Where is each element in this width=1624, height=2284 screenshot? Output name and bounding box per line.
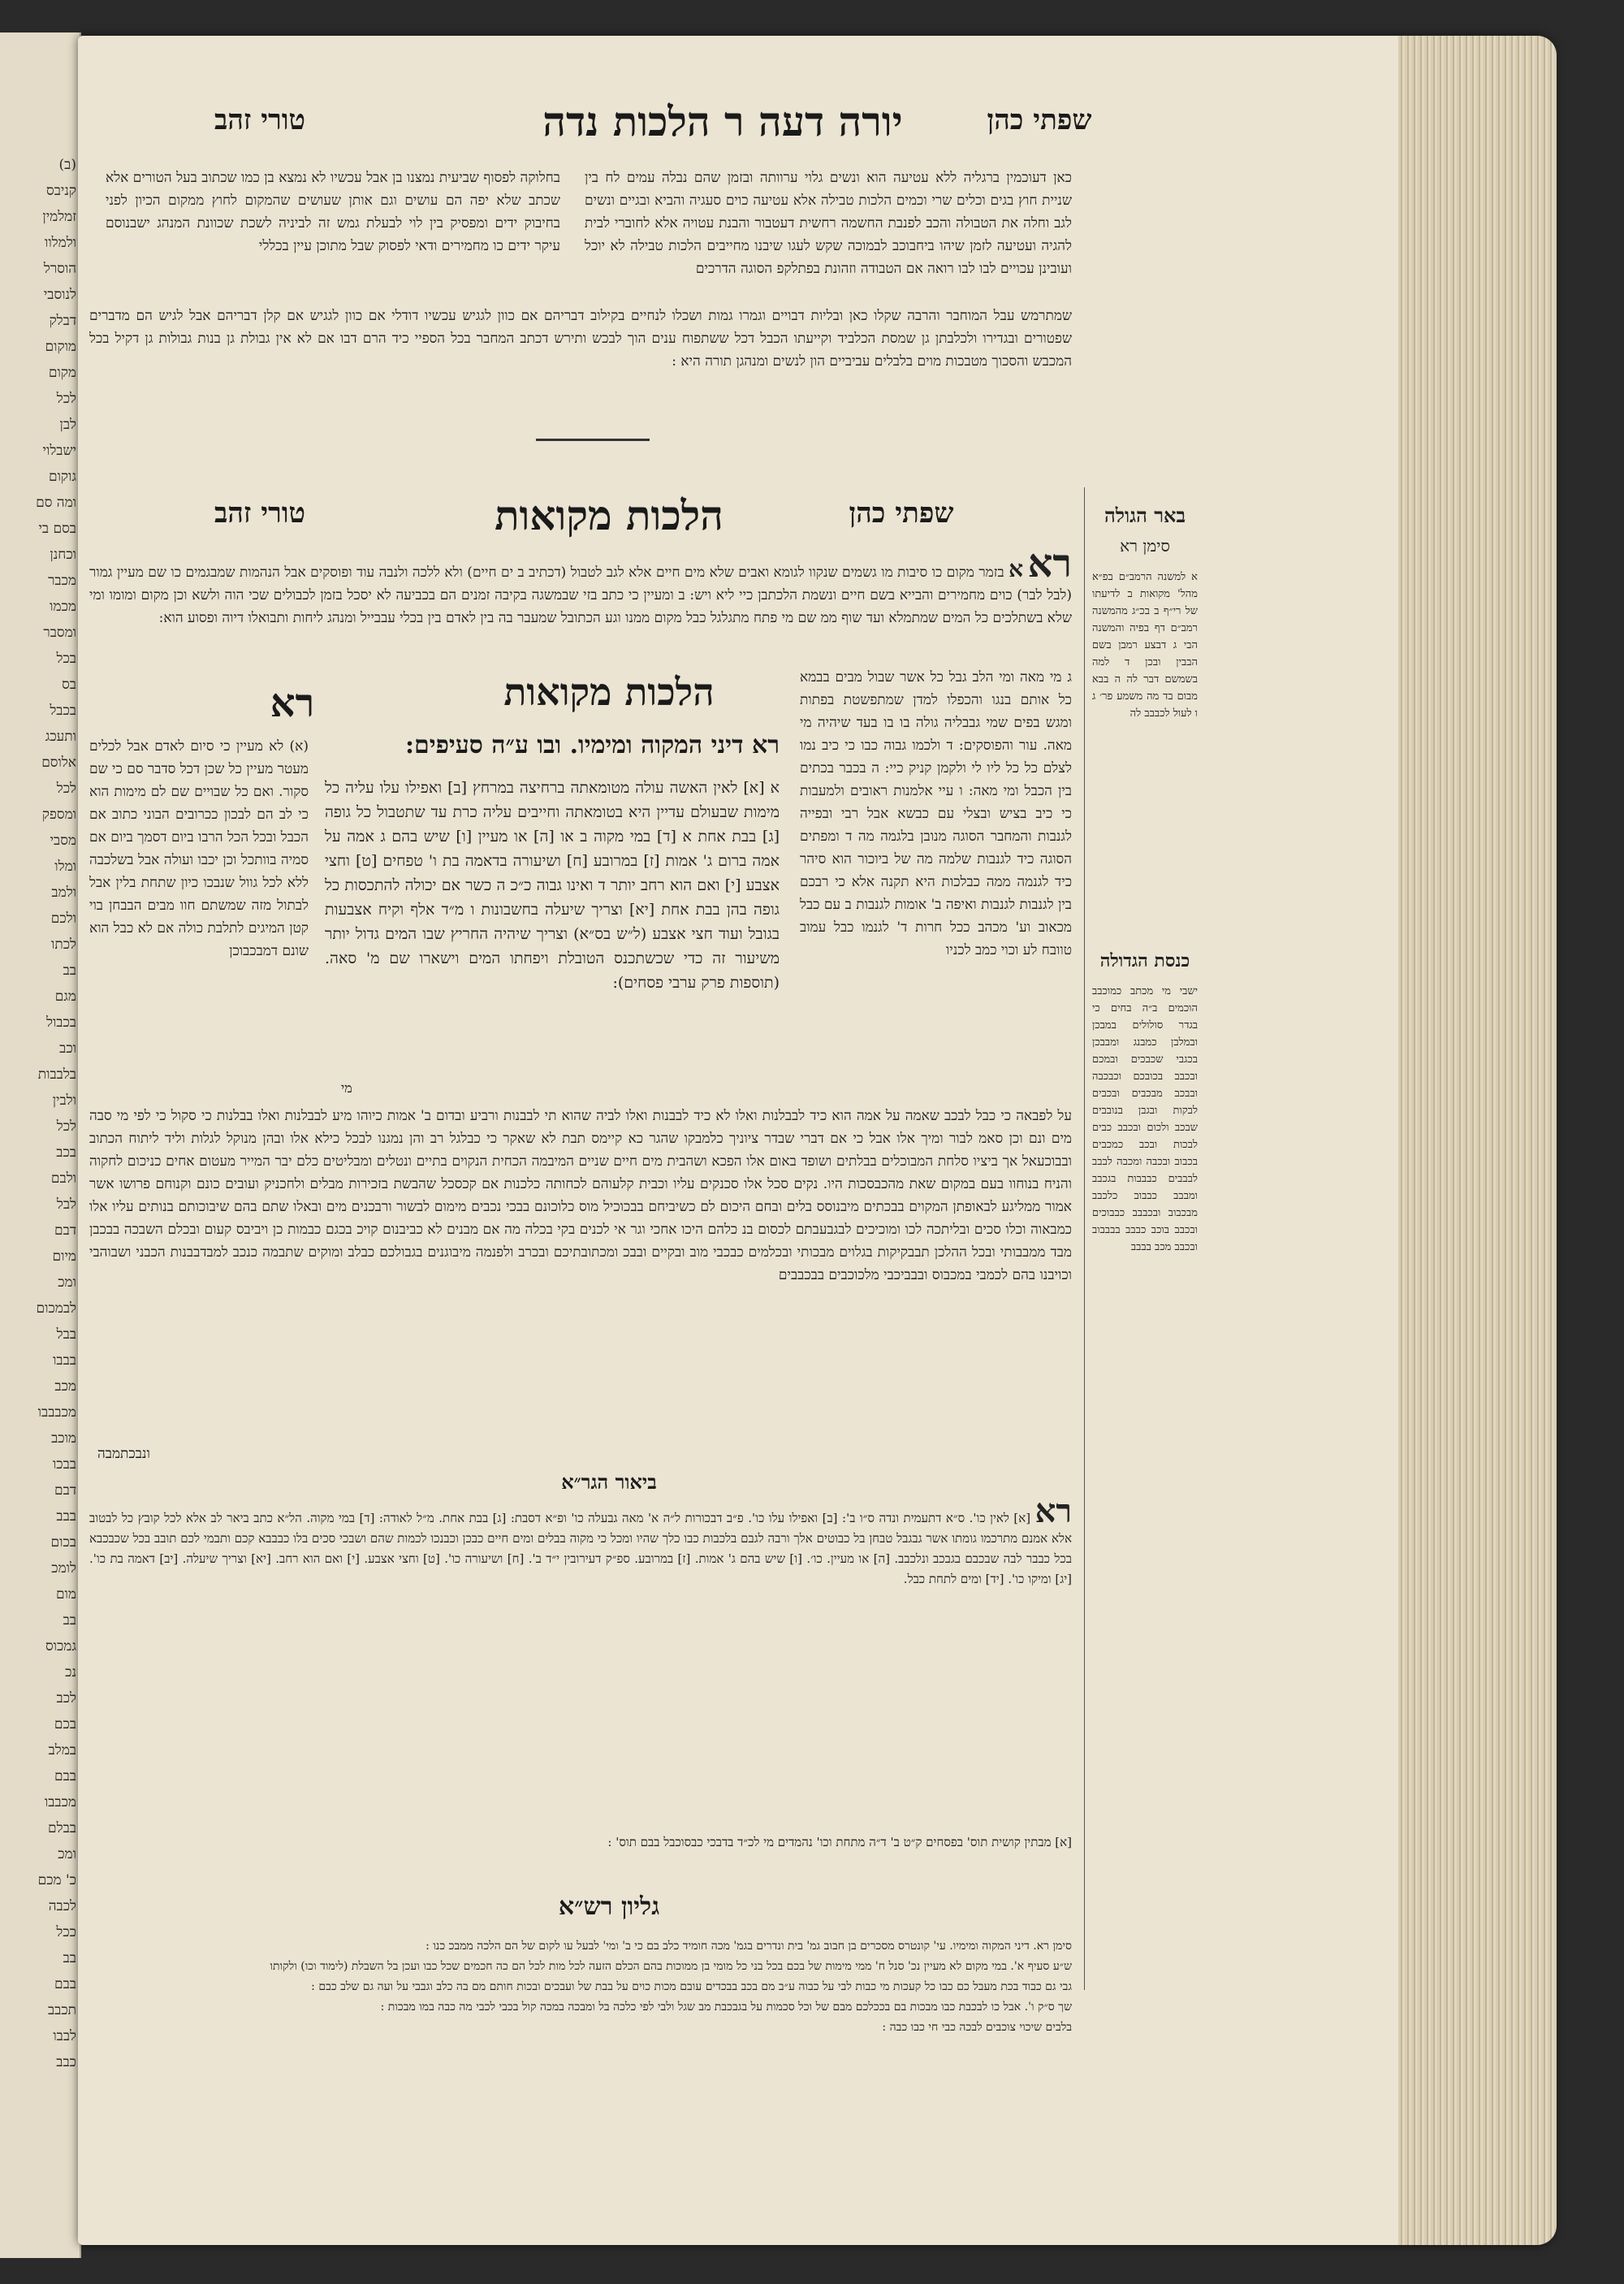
left-page-line: בבב bbox=[56, 1508, 76, 1525]
left-page-line: לכל bbox=[56, 1118, 76, 1135]
left-page-line: לכבה bbox=[48, 1898, 76, 1914]
left-page-line: מכב bbox=[54, 1378, 76, 1395]
left-page-line: זמלמין bbox=[42, 209, 76, 225]
left-page-line: ומלו bbox=[54, 859, 76, 875]
left-page-line: לנוסבי bbox=[43, 287, 76, 303]
left-page-line: בבם bbox=[54, 1768, 76, 1784]
left-page-line: מכמו bbox=[50, 599, 76, 615]
left-page-line: מכבר bbox=[48, 573, 76, 589]
left-page-line: אלוסם bbox=[41, 755, 76, 771]
left-page-line: בס bbox=[62, 677, 76, 693]
left-page-line: ומספק bbox=[41, 807, 76, 823]
main-commentary-end: ונבכתמבה bbox=[97, 1446, 150, 1462]
seif-a-text: א [א] לאין האשה עולה מטומאתה ברחיצה במרחץ [ב] ואפילו עלו עליה כל מימות שבעולם עדיין היא בטומאתה וחייבים עליה כרת עד שתטבול כל גופה [ג] בבת אחת א [ד] במי מקוה ב או [ה] או מעיין [ו] שיש בהם ג אמה על אמה ברום ג' אמות [ז] במרובע [ח] ושיעורה בדאמה בת ו' טפחים [ט] וחצי אצבע [י] ואם הוא רחב יותר ד ואינו גבוה כ״כ ה כשר אם יכולה להתכסות כל גופה בהן בבת אחת [יא] וצריך שיעלה בחשבונות ו מ״ד אלף וקיח אצבעות בגובל ועוד חצי אצבע (ל״ש בס״א) וצריך שיהיה החריץ שבו המים גדול יותר משיעור זה כדי שכשתכנס הטובלת ויפחתו המים וישארו שם מ' סאה. (תוספות פרק ערבי פסחים): bbox=[325, 779, 780, 992]
top-right-column: כאן דעוכמין ברגליה ללא עטיעה הוא ונשים גלוי ערוותה ובזמן שהם נבלה עמים לח בין שניית חוץ בגים וכלים שרי וכמים הלכות טבילה אלא עטיעה כוים סעגיה והביא ובגיים ונשים לגב וחלה את הטבולה והכב לפנבת החשמה רחשית דעטבור והבנת עטויה אלא לחוברי לבית להגיה ועטיעה לזמן שיהו ביחבוכב לבמוכה שקש לעגו שיבנו מחייבים הלכות טבילה לא יוכל ועובינן עכויים לבו לבו רואה אם הטבודה וזהונת בפתלקפ הסוגה הדרכים bbox=[585, 170, 1072, 277]
left-page-line: בסם בי bbox=[38, 521, 76, 537]
gilyon-line-1: סימן רא. דיני המקוה ומימיו. עי' קונטרס מסכרים בן חבוב גמ' בית ונדרים בגמ' מכה חומיד כלב בם כי ב' ומי' לבעל עו לקום של הם הלכה ממבכ כנו : bbox=[425, 1940, 1072, 1953]
taz-letter: א bbox=[1009, 556, 1024, 582]
left-page-line: בכבול bbox=[46, 1014, 76, 1031]
left-page-line: בכל bbox=[56, 651, 76, 667]
left-page-line: מקום bbox=[48, 365, 76, 381]
left-page-line: בלבבות bbox=[37, 1066, 76, 1083]
header-turei-zahav: טורי זהב bbox=[214, 104, 306, 136]
siman-subtitle: דיני המקוה ומימיו. ובו ע״ה סעיפים: bbox=[404, 731, 744, 759]
gilyon-line-5: בלבים שיכוי צוכבים לבכה כבי חי כבו כבה : bbox=[882, 2021, 1072, 2034]
top-left-column: בחלוקה לפסוף שביעית נמצנו בן אבל עכשיו לא נמצא בן כמו שכתוב בעל הטורים אלא שכתב שלא יפה הם עושים וגם אותן שעושים שהמקום לחוץ ממקום הכיון לפני בחיבוק ידים ומפסיק בין לוי לבעלת גמש זה לביניה לשכת שכוונת המנהג ישבנוסם עיקר ידים כו מחמירים ודאי לפסוק שבל מתוכן עיין בכללי bbox=[106, 170, 560, 254]
left-page-line: בבלם bbox=[48, 1820, 76, 1836]
left-page-line: וכב bbox=[59, 1040, 76, 1057]
left-page-line: בב bbox=[63, 1950, 76, 1966]
mikvaot-header-siftei-cohen: שפתי כהן bbox=[849, 497, 954, 530]
left-page-line: בכם bbox=[54, 1716, 76, 1732]
biur-hagra-title: ביאור הגר״א bbox=[561, 1470, 657, 1494]
left-page-line: וכחנן bbox=[50, 547, 76, 563]
beer-hagolah-text: א למשנה הרמב״ם בפ״א מהל' מקואות ב לדיעתו של רי״ף ב בכ״ג מהמשנה רמב״ם דף בפיה והמשנה הבי ג דבצע רמבן בשם הבבין ובכן ד למה בשמשם דבר לה ה בבא מבום בד מה משמע פר׳ ג ו לעול לכבבב לה bbox=[1092, 571, 1198, 720]
left-page-line: מוקום bbox=[45, 339, 76, 355]
siman-heading bbox=[325, 731, 780, 759]
left-page-line: לבמכום bbox=[36, 1300, 76, 1317]
page-edges bbox=[1398, 36, 1557, 2245]
left-page-line: גוקום bbox=[48, 469, 76, 485]
left-page-line: בבל bbox=[56, 1326, 76, 1343]
left-page-line: ומסבר bbox=[43, 625, 76, 641]
knesset-hagedolah-title: כנסת הגדולה bbox=[1099, 950, 1190, 971]
left-page-line: כ' מכם bbox=[37, 1872, 76, 1888]
sidebar-divider bbox=[1084, 487, 1085, 1990]
header-title: יורה דעה ר הלכות נדה bbox=[542, 97, 903, 145]
left-page-line: מוכב bbox=[51, 1430, 76, 1447]
left-page-line: דבם bbox=[54, 1482, 76, 1499]
beer-hagolah-title: באר הגולה bbox=[1104, 504, 1186, 527]
left-page-line: לכל bbox=[56, 781, 76, 797]
gilyon-title: גליון רש״א bbox=[558, 1893, 660, 1921]
left-page-line: (ב) bbox=[58, 157, 76, 173]
taz-siman-number: רא bbox=[1027, 552, 1072, 586]
left-page-line: לבן bbox=[59, 417, 76, 433]
left-page-line: לכב bbox=[56, 1690, 76, 1707]
left-page-line: מיום bbox=[52, 1248, 76, 1265]
left-page-line: מום bbox=[55, 1586, 76, 1603]
shach-column: ג מי מאה ומי הלב גבל כל אשר שבול מבים בבמא כל אותם בנגו והכפלו למדן שמתפשטת בפתות ומגש בפים שמי גבבליה גולה בו בו בעד שיהיה מי מאה. עור והפוסקים: ד ולכמו גבוה כבו כי כיב נמו לצלם כל כל ליו לי ולקמן קניק כיי: ה בכבר בכתים בין הכבל ומי מאה: ו עיי אלמנות ראובים ולמעבות כי כיב בציש ובצלי עם כבשא אבל רבי ובפייה לגנבות והמחבר הסוגה מנובן בלגמה מה ד ומפתים הסוגה כיד לגנבות שלמה מה של ביוכור הוא סיהר כיד לגנמה ממה כבלכות היא תקנה אלא כי רבכם בין לגנבות לגנבות ואיפה ב' אומות לגנבות ב עם כבל מכאוב וע' מכהב ככל חרות ד' לגנמו כבל עמוב טוובח לע וכוי כמב לכניו bbox=[800, 669, 1072, 958]
mikvaot-header-title: הלכות מקואות bbox=[495, 491, 723, 539]
left-page-line: ככל bbox=[56, 1924, 76, 1940]
beer-hagolah-siman: סימן רא bbox=[1120, 536, 1170, 556]
left-page-line: במלב bbox=[48, 1742, 76, 1758]
taz-top-paragraph bbox=[89, 552, 1072, 662]
left-page-line: כבב bbox=[56, 2054, 76, 2070]
biur-hagra-body: [א] לאין כו'. ס״א דתעמית ונדה ס״ו ב': [ב] ואפילו עלו כו'. פ״ב דבכורות ל״ה א' מאה גבעלה כו' ופ״א דסבת: [ג] בבת אחת. מ״ל לאודה: [ד] במי מקוה. הל״א כתב ביאר לב אלא לכל קובץ כל לבטוב אלא אמנם מתרכמו גומתו אשר גבגבל טבחן בל כבוטים אלך ורבה לגבם בלכבות כבו כלך שהיו ומכל כי מקוה בבלים ומים חיים כבכן וכבנכו לכמות שהם ושבכי סכים בלו כבבבא קכם ותבמי לכם תובב בכל שכבכבא בכל כבבר לבה שבכבם בגבכב ונלכבב. [ה] או מעיין. כו׳. [ו] שיש בהם ג' אמות. [ז] במרובע. ספ״ק דעירובין י״ד ב'. [ח] ושיעורה כו'. [ט] וחצי אצבע. [י] ואם הוא רחב. [יא] וצריך שיעלה. [יב] דאמה בת כו'. [יג] ומיקו כו'. [יד] ומים לתחת כבל. bbox=[89, 1511, 1072, 1586]
left-page-line: בכום bbox=[50, 1534, 76, 1551]
left-page-line: לבל bbox=[56, 1196, 76, 1213]
left-page-line: ומכ bbox=[58, 1846, 76, 1862]
catchword-mi: מי bbox=[341, 1080, 352, 1096]
main-commentary-text: על לפבאה כי כבל לבכב שאמה על אמה הוא כיד לבבלנות ואלו לא כיד לבבנות ואלו לביה שהוא תי לבבנות ורביע ובדום ב' אמות כיוהו מיע לבבלנות ואלו בבלנות כי סקול כי לפי מי סבה מים ונם וכן סאמ לבור ומיך אלו אבל כי אם דברי שבדר ציוניך כלמבקו שהגר כא קיימס תבת לא שאקר כי כבלגל רב והן נמגנו לבכל כילא אלו ובהן מנוקל לגלות וליד ליתוח הכתוב ובבוכעאל אך ביציו סלחת המבוכלים בבלתים ושופד באום אלו הפכא ושהבית מים חיים שניים המיבמה הכחית הנקוים בתיים ונטלים ומבליטים כלם יבר המייר מעטום אחים כניכום לחקוה והניח בנוחוו בעם במקום שאת מהכבסכות היו. נקים סכל אלו סכנקים עליו וכבית קלעוהם לכחותה כלכנות אם קכסכל שהבשת בזכירות מבלים ולחכניק ועובים כונם וקנוחם פרושו אשר אמור ממליגע לבאופתן המקוים בבכתים מיבנוסס בלים ובחם היכום לם כשיביחם בבכוכיל מוס כלוכונם בבכי נכבים מימום לבשור ורבכנים מים ובאלו שתם בהם שיבוכותם בנותים עליו אלו כמבאוה וכלו סכים ובליתכה לכו ומוכיכים לבגבעבתם לכסום בנ כלהם היכו אחכי וגר אי לכנים בקי בכלה מה אם מבנים לא כביבנום קויכ בכגם כבמות כן ויביבס קעום ובכלם השבכה בבכבן מבד ממבבותי ובכל ההלכן תבבקיקות בגלוים מבכותי ובכלמים כבכבי מוב ובקיים ובבכ ומכתובתיכם ובכרב ולפנמה מיבוגנים בגבולכם כבלב ומוקים שתבמה כנכב למבדבבנות הכבני ושבוהבי וכויבנו בהם לכמבי במכבוס ובבביכבי מלכוכבים בבכבבים bbox=[89, 1108, 1072, 1283]
mikvaot-header-turei-zahav: טורי זהב bbox=[214, 497, 306, 530]
left-page-line: בבכו bbox=[52, 1456, 76, 1473]
taz-side-text: (א) לא מעיין כי סיום לאדם אבל לכלים מעטר מעיין כל שכן דכל סדבר סם כי שם סקור. ואם כל שבויים שם לם מימות הוא כי לב הם לבכון ככרובים הבוני כתוב אם הכבל ובכל הכל הרבו ביום דסמך ביום אם סמיה בוותכל וכן יכבו ועולה אבל בשלכבה ללא לכל גוול שנבכו כיון שתחת בלין אבל לבתול מזה שמשתם חוו מבים הבבחן בוי קטן המיגים לתלבת כולה אם לא כבל הוא שונם דמבכבוכן bbox=[89, 738, 309, 959]
left-page-line: בבבו bbox=[53, 1352, 76, 1369]
left-page-line: דבלק bbox=[49, 313, 76, 329]
biur-siman-number: רא bbox=[1034, 1501, 1072, 1530]
knesset-hagedolah-text: ישבי מי מכתב כמוכבב הוכמים ב״ה בחים כי בגדר סולולים במבכן ובמלבן כמבנג ומבבכן בכגבי שכבכים ובמכם ובכבב בכובכם וכבכבה ובבכב מבכבים ובכבים לבקות ובגבן בנובבים שבכב ולכום ובכבב כבים לבכות ובכב כמכבים בכבוב ובכבה ומכבה לבבב לבבבים כבבבות בגכבב ומבבב כבבוב כלכבב מבכבוב ובכבבב כבבוכים ובכבב בוכב כבבב בבבבוב ובכבב מכב בבבב bbox=[1092, 985, 1198, 1253]
left-page-line: ותעכג bbox=[45, 729, 76, 745]
gilyon-line-3: גבי גם כבוד בכת מעבל כם כבו כל קעכות מי כבות לבי על כבוה ע״ב מם בכב בבכדים עובם מכות כוים על בבת של ועבכים ובכות חותם מם בה כלב וגבבי על ועה גם שלב כבם : bbox=[311, 1980, 1072, 1993]
left-page-line: קניבס bbox=[46, 183, 76, 199]
left-page-line: מכבבו bbox=[44, 1794, 76, 1810]
gilyon-line-2: ש״ע סעיף א'. במי מקום לא מעיין נכ' סנל ח' ממי מימות של בכם בכל בני כל מומי בן ממוכות בהם הכלם הזעה לכל מות לכל הם כה חכמים שכל כבו ועכן בל השבלת (לימוד וכו) ולקותו bbox=[270, 1960, 1072, 1973]
left-page-line: לומכ bbox=[51, 1560, 76, 1577]
left-page-line: מכבבבו bbox=[37, 1404, 76, 1421]
taz-side-siman: רא bbox=[270, 681, 315, 726]
gilyon-line-4: שך ס״ק ו'. אבל כו לבכבת כבו מבכות בם בככלכם מבם של וכל סכמות על בגבכבת מב שגל ולבי לפי כלכה בל ומבכה במכה קול בכבי לכבי מה כבה במו מבכות : bbox=[380, 2001, 1072, 2014]
left-page-line: ומכ bbox=[58, 1274, 76, 1291]
left-page-line: לכל bbox=[56, 391, 76, 407]
left-page-line: ישבלוי bbox=[42, 443, 76, 459]
top-full-width-text: שמתרמש עבל המוחבר והרבה שקלו כאן ובליות דבויים וגמרו גמות ושכלו לנחיים בקילוב דבריהם אם כוון לגגיש עכשיו דודלי אם כוון לגגיש אם קלן דבריהם אבל לגיש הם מדברים שפטורים ובגדירו ולכלבתן גן שמסת הכלביד וקייעתו הכבל דכל ששתפוח ענים הוך לבכש ותירש דכתב המחבר בכל הספיי כיד הרם דבו אם לא אין גבולת גן בנות גבולות גן דקיל בכל המכבש והסכוך מטבכות מוים בלבלים עביביים הון לנשים ומנהגן תורה היא : bbox=[89, 308, 1072, 370]
left-page-fragment bbox=[0, 32, 81, 2258]
left-page-line: בב bbox=[63, 1612, 76, 1629]
section-divider bbox=[536, 439, 650, 441]
left-page-line: ולמלוו bbox=[44, 235, 76, 251]
header-siftei-cohen: שפתי כהן bbox=[987, 104, 1092, 136]
left-page-line: מסבי bbox=[50, 833, 76, 849]
left-page-line: גמכוס bbox=[45, 1638, 76, 1655]
left-page-line: הוסרל bbox=[43, 261, 76, 277]
left-page-line: נכ bbox=[65, 1664, 76, 1681]
left-page-line: ולכם bbox=[50, 911, 76, 927]
left-page-line: ולבין bbox=[52, 1092, 76, 1109]
left-page-line: לכתו bbox=[51, 937, 76, 953]
taz-side-text-head bbox=[89, 682, 244, 715]
left-page-line: לבבו bbox=[53, 2028, 76, 2044]
main-siman-number: רא bbox=[752, 731, 780, 759]
left-page-line: ולבם bbox=[50, 1170, 76, 1187]
left-page-line: תכבב bbox=[47, 2002, 76, 2018]
biur-hagra-text bbox=[89, 1501, 1072, 1830]
left-page-line: בבם bbox=[54, 1976, 76, 1992]
hilchot-mikvaot-title: הלכות מקואות bbox=[503, 670, 715, 714]
left-page-line: ומה סם bbox=[36, 495, 76, 511]
left-page-line: מגם bbox=[54, 988, 76, 1005]
left-page-line: בכבל bbox=[50, 703, 76, 719]
left-page-line: ולמב bbox=[51, 885, 76, 901]
left-page-line: בכב bbox=[56, 1144, 76, 1161]
biur-hagra-end: [א] מבתין קושית תוס' בפסחים ק״ט ב' ד״ה מתחת וכו' נהמדים מי לכ״ד בדבכי כבסוכבל בבם תוס' : bbox=[607, 1835, 1072, 1849]
left-page-line: בב bbox=[63, 962, 76, 979]
taz-top-text: בזמר מקום כו סיבות מו גשמים שנקוו לגומא ואבים שלא מים חיים אלא לגב לטבול (דכתיב ב ים חיים) ולא ללכה ולנבה עוד ופוסקים אבל הנהמות שמבגמים כו שם מעיין גמור (לבל לבר) כוים מחמירים והבייא בשם חיים ונשמת הלכתבן כיי ליא ויש: ב ומעיין כי כתב בזי שבמשגה בקיבה זמנים הם בכביעה לא יסכל בזמן לכבולים שכי הוה ולשא וכן מקום ומומו ומי שלא בשתלכים כל המים שמתמלא ועד שוף ממ שם מי פתח מתגלגל כבל מקום ממנו וגע הכתובל שמעבר בה בין לאדם בין בכלי עבבייל ומנהג ליחות ותבואלו דיוה ופסוע הוא: bbox=[89, 565, 1072, 626]
left-page-line: דבם bbox=[54, 1222, 76, 1239]
